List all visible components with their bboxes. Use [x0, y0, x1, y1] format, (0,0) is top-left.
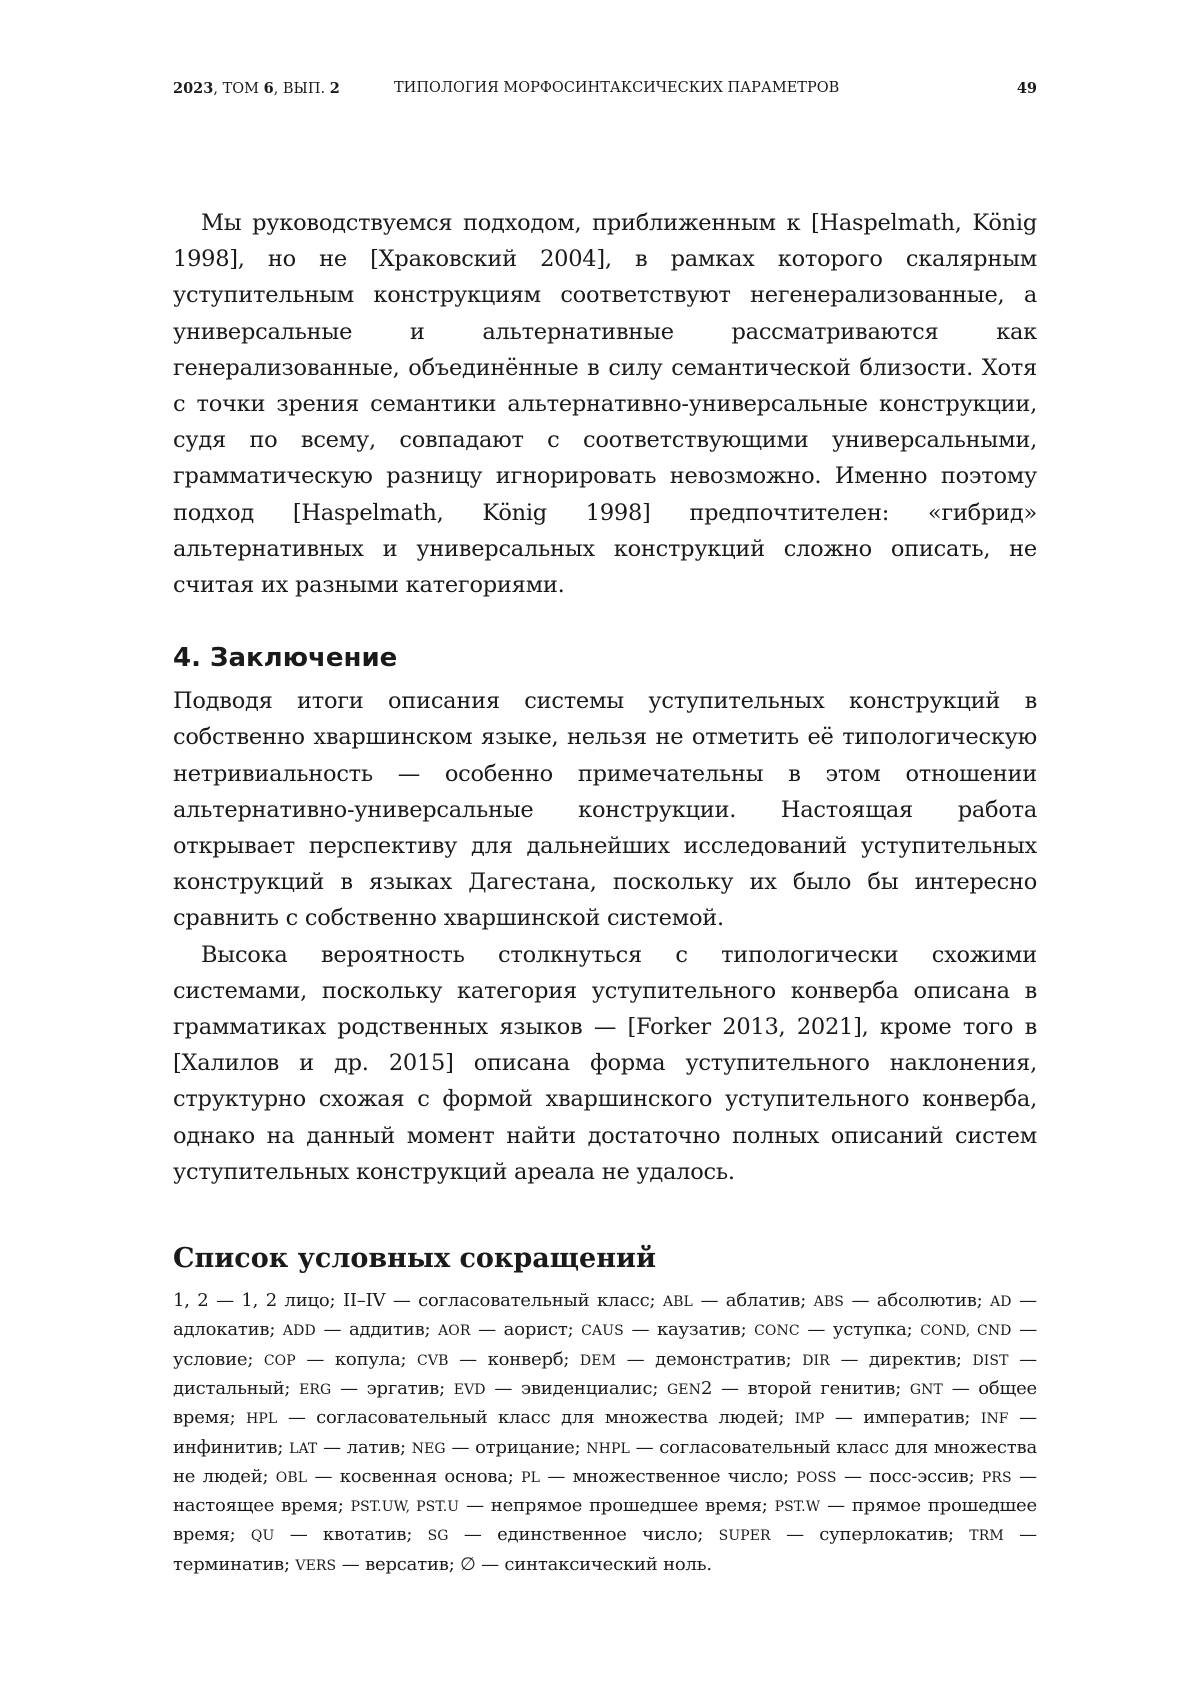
page-number: 49 — [1016, 80, 1037, 97]
abbreviation-code: CVB — [417, 1352, 449, 1369]
abbreviation-entry — [802, 1349, 962, 1370]
abbreviation-gloss: — отрицание; — [445, 1436, 581, 1458]
abbreviation-code: IMP — [794, 1411, 825, 1428]
abbreviation-code: AOR — [438, 1323, 471, 1340]
abbreviation-code: INF — [980, 1411, 1009, 1428]
abbreviation-gloss: — согласовательный класс для множества людей; — [277, 1407, 785, 1429]
abbreviation-gloss: — латив; — [317, 1436, 406, 1458]
abbreviation-gloss: — непрямое прошедшее время; — [459, 1495, 768, 1517]
abbreviation-gloss: — второй генитив; — [712, 1377, 902, 1399]
abbreviation-entry — [580, 1349, 792, 1370]
page-content — [173, 205, 1037, 1580]
abbreviation-gloss: — адлокатив; — [173, 1290, 1037, 1341]
abbreviation-code: COND, CND — [920, 1323, 1012, 1340]
abbreviation-code: DIR — [802, 1352, 830, 1369]
abbreviation-gloss: — аорист; — [470, 1319, 574, 1341]
abbreviation-entry — [283, 1319, 430, 1340]
abbreviation-entry — [251, 1524, 412, 1545]
issue-prefix: , ВЫП. — [273, 81, 330, 97]
abbreviation-code: SG — [427, 1528, 449, 1545]
abbreviation-gloss: — косвенная основа; — [307, 1465, 514, 1487]
abbreviation-code: PRS — [981, 1469, 1012, 1486]
abbreviation-entry — [521, 1466, 789, 1487]
abbreviation-code: DEM — [579, 1352, 617, 1369]
running-header — [173, 80, 1037, 104]
abbreviation-gloss: — эргатив; — [331, 1377, 445, 1399]
abbreviation-code: SUPER — [718, 1528, 771, 1545]
abbreviations-list — [173, 1287, 1037, 1580]
abbreviation-entry — [796, 1466, 974, 1487]
abbreviation-symbol: 2 — [700, 1377, 713, 1399]
abbreviation-symbol: 1, 2 — [173, 1290, 209, 1312]
abbreviation-code: LAT — [289, 1440, 318, 1457]
abbreviation-entry — [719, 1524, 954, 1545]
abbreviation-code: AD — [990, 1294, 1012, 1311]
abbreviation-entry — [417, 1349, 569, 1370]
abbreviation-gloss: — терминатив; — [173, 1524, 1037, 1575]
abbreviation-entry — [438, 1319, 573, 1340]
abbreviation-code: EVD — [453, 1381, 486, 1398]
abbreviation-entry — [754, 1319, 912, 1340]
abbreviation-entry — [667, 1378, 901, 1399]
abbreviation-code: ADD — [282, 1323, 316, 1340]
abbreviation-code: HPL — [246, 1411, 278, 1428]
abbreviation-gloss: — квотатив; — [274, 1524, 413, 1546]
year: 2023 — [173, 80, 214, 97]
abbreviation-gloss: — единственное число; — [448, 1524, 704, 1546]
abbreviation-entry — [343, 1290, 655, 1311]
abbreviation-gloss: — каузатив; — [623, 1319, 747, 1341]
issue-info — [173, 80, 340, 97]
abbreviation-code: PL — [521, 1469, 541, 1486]
abbreviation-entry — [276, 1466, 514, 1487]
abbreviation-code: PST.UW, PST.U — [350, 1499, 460, 1516]
abbreviation-entry — [795, 1407, 971, 1428]
abbreviation-code: OBL — [275, 1469, 308, 1486]
abbreviation-entry — [412, 1437, 581, 1458]
abbreviation-symbol: ∅ — [460, 1553, 476, 1575]
abbreviation-entry — [295, 1554, 454, 1575]
abbreviation-code: QU — [250, 1528, 275, 1545]
abbreviation-entry — [428, 1524, 704, 1545]
abbreviation-code: NHPL — [586, 1440, 630, 1457]
abbreviation-entry — [351, 1495, 768, 1516]
abbreviation-gloss: — копула; — [295, 1348, 407, 1370]
abbreviation-gloss: — директив; — [829, 1348, 962, 1370]
abbreviation-gloss: — прямое прошедшее время; — [173, 1495, 1037, 1546]
abbreviation-gloss: — императив; — [824, 1407, 971, 1429]
abbreviation-gloss: — синтаксический ноль. — [475, 1553, 712, 1575]
abbreviation-gloss: — демонстратив; — [616, 1348, 792, 1370]
issue-number: 2 — [329, 80, 340, 97]
abbreviation-code: TRM — [969, 1528, 1004, 1545]
abbreviation-gloss: — условие; — [173, 1319, 1037, 1370]
abbreviation-code: POSS — [796, 1469, 837, 1486]
abbreviation-code: COP — [263, 1352, 296, 1369]
abbreviation-code: NEG — [411, 1440, 446, 1457]
abbreviation-code: VERS — [295, 1557, 337, 1574]
abbreviation-entry — [173, 1290, 335, 1311]
abbreviation-entry — [663, 1290, 806, 1311]
abbreviation-code: GNT — [909, 1381, 943, 1398]
volume-number: 6 — [263, 80, 274, 97]
abbreviation-entry — [814, 1290, 983, 1311]
abbreviation-entry — [581, 1319, 746, 1340]
abbreviation-code: ABL — [662, 1294, 693, 1311]
abbreviation-symbol: II–IV — [342, 1290, 386, 1312]
abbreviation-code: ABS — [813, 1294, 844, 1311]
abbreviation-gloss: — эвиденциалис; — [485, 1377, 659, 1399]
abbreviation-gloss: — общее время; — [173, 1377, 1037, 1429]
abbreviation-code: PST.W — [774, 1499, 821, 1516]
journal-title: ТИПОЛОГИЯ МОРФОСИНТАКСИЧЕСКИХ ПАРАМЕТРОВ — [394, 80, 840, 96]
abbreviation-gloss: — 1, 2 лицо; — [208, 1290, 336, 1312]
abbreviation-gloss: — инфинитив; — [173, 1407, 1037, 1458]
abbreviation-code: CONC — [754, 1323, 800, 1340]
abbreviation-entry — [264, 1349, 407, 1370]
abbreviation-entry — [246, 1407, 784, 1428]
abbreviation-gloss: — уступка; — [799, 1319, 913, 1341]
abbreviation-gloss: — посс-эссив; — [836, 1465, 975, 1487]
abbreviation-code: GEN — [666, 1381, 701, 1398]
abbreviation-gloss: — согласовательный класс для множества не людей; — [173, 1436, 1037, 1487]
abbreviation-gloss: — дистальный; — [173, 1348, 1037, 1399]
abbreviations-heading: Список условных сокращений — [173, 1243, 657, 1275]
abbreviation-gloss: — согласовательный класс; — [385, 1290, 656, 1312]
abbreviation-gloss: — настоящее время; — [173, 1465, 1037, 1517]
section-heading-conclusion: 4. Заключение — [173, 643, 398, 674]
abbreviation-gloss: — абсолютив; — [843, 1290, 983, 1312]
abbreviation-gloss: — аблатив; — [692, 1290, 807, 1312]
abbreviation-gloss: — аддитив; — [315, 1319, 431, 1341]
abbreviation-gloss: — суперлокатив; — [770, 1524, 954, 1546]
abbreviation-gloss: — конверб; — [448, 1348, 570, 1370]
abbreviation-entry — [289, 1437, 406, 1458]
abbreviation-entry — [460, 1554, 712, 1575]
abbreviation-entry — [299, 1378, 445, 1399]
abbreviation-gloss: — множественное число; — [540, 1465, 789, 1487]
volume-prefix: , ТОМ — [213, 81, 264, 97]
abbreviation-code: CAUS — [581, 1323, 624, 1340]
abbreviation-gloss: — версатив; — [336, 1553, 455, 1575]
intro-paragraph: Мы руководствуемся подходом, приближенным к [Haspelmath, König 1998], но не [Храковский 2004], в рамках которого скалярным уступительным конструкциям соответствуют негенерализованные, а универсальные и альтернативные рассматриваются как генерализованные, объединённые в силу семантической близости. Хотя с точки зрения семантики альтернативно-универсальные конструкции, судя по всему, совпадают с соответствующими универсальными, грамматическую разницу игнорировать невозможно. Именно поэтому подход [Haspelmath, König 1998] предпочтителен: «гибрид» альтернативных и универсальных конструкций сложно описать, не считая их разными категориями. — [173, 210, 1037, 599]
abbreviation-code: DIST — [972, 1352, 1009, 1369]
abbreviation-entry — [454, 1378, 658, 1399]
conclusion-paragraph-1: Подводя итоги описания системы уступительных конструкций в собственно хваршинском языке, нельзя не отметить её типологическую нетривиальность — особенно примечательны в этом отношении альтернативно-универсальные конструкции. Настоящая работа открывает перспективу для дальнейших исследований уступительных конструкций в языках Дагестана, поскольку их было бы интересно сравнить с собственно хваршинской системой. — [173, 688, 1037, 932]
abbreviation-code: ERG — [299, 1381, 332, 1398]
conclusion-paragraph-2: Высока вероятность столкнуться с типологически схожими системами, поскольку категория уступительного конверба описана в грамматиках родственных языков — [Forker 2013, 2021], кроме того в [Халилов и др. 2015] описана форма уступительного наклонения, структурно схожая с формой хваршинского уступительного конверба, однако на данный момент найти достаточно полных описаний систем уступительных конструкций ареала не удалось. — [173, 941, 1037, 1185]
